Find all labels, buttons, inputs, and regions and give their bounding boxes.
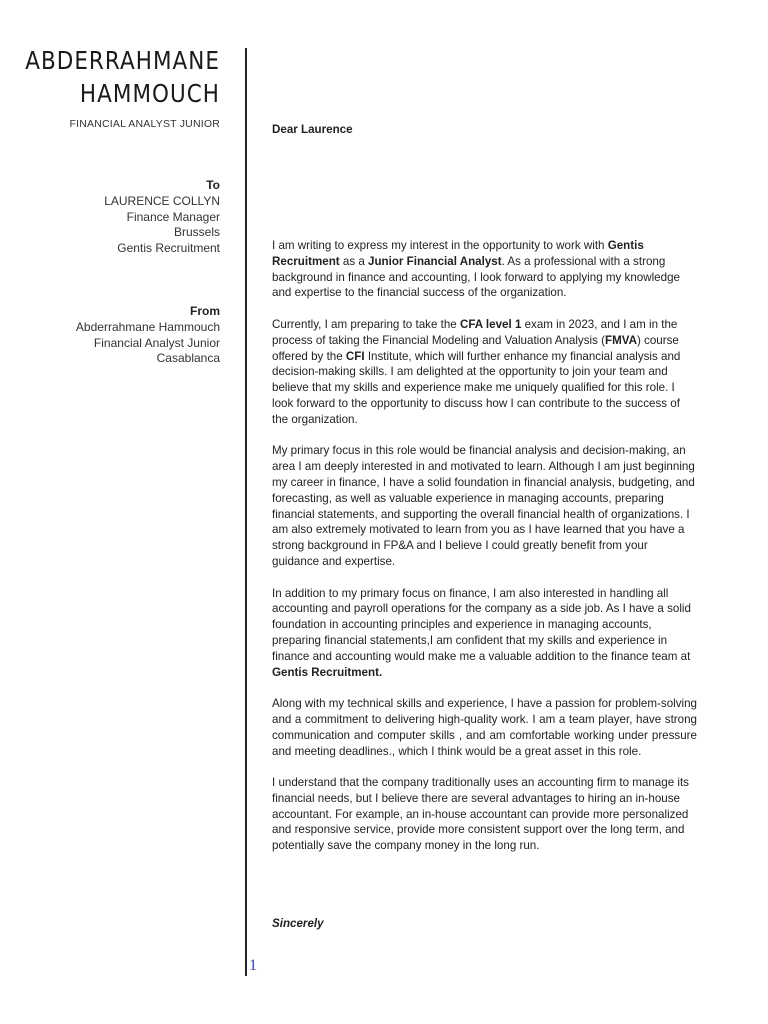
text-run: I understand that the company traditionally uses an accounting firm to manage its financial needs, but I believe there are several advantages to hiring an in-house accountant. For example, an in-house accountant can provide more personalized and responsive service, provide more consistent support over the long term, and potentially save the company money in the long run. bbox=[272, 776, 689, 853]
text-run: as a bbox=[339, 254, 369, 268]
letter-paragraphs bbox=[272, 238, 697, 870]
bold-text-run: FMVA bbox=[604, 333, 637, 347]
text-run: ) course offered by the bbox=[272, 333, 679, 363]
text-run: Currently, I am preparing to take the bbox=[272, 317, 460, 331]
salutation: Dear Laurence bbox=[272, 123, 353, 136]
closing: Sincerely bbox=[272, 917, 324, 930]
applicant-name-line2: HAMMOUCH bbox=[79, 79, 221, 108]
sender-block bbox=[76, 304, 220, 367]
recipient-position: Finance Manager bbox=[126, 209, 220, 224]
sender-heading: From bbox=[190, 304, 220, 318]
paragraph-certifications bbox=[272, 317, 697, 428]
recipient-company: Gentis Recruitment bbox=[117, 241, 220, 256]
bold-text-run: Gentis Recruitment. bbox=[272, 665, 383, 679]
applicant-name bbox=[22, 44, 220, 110]
letter-body bbox=[272, 122, 697, 930]
vertical-divider bbox=[245, 48, 247, 976]
bold-text-run: CFI bbox=[345, 349, 365, 363]
bold-text-run: Gentis Recruitment bbox=[272, 239, 644, 268]
bold-text-run: Junior Financial Analyst bbox=[368, 254, 502, 268]
recipient-city: Brussels bbox=[173, 225, 220, 240]
applicant-name-line1: ABDERRAHMANE bbox=[25, 46, 221, 75]
text-run: Along with my technical skills and experience, I have a passion for problem-solving and a commitment to delivering high-quality work. I am a team player, have strong communication and computer skills , and am comfortable working under pressure and meeting deadlines., which I think would be a great asset in this role. bbox=[272, 697, 697, 758]
paragraph-focus bbox=[272, 443, 697, 569]
recipient-heading: To bbox=[206, 178, 220, 192]
text-run: In addition to my primary focus on finance, I am also interested in handling all accounting and payroll operations for the company as a side job. As I have a solid foundation in accounting principles and experience in managing accounts, preparing financial statements,I am confident that my skills and experience in finance and accounting would make me a valuable addition to the finance team at bbox=[272, 586, 691, 663]
paragraph-accounting bbox=[272, 586, 697, 681]
sender-name: Abderrahmane Hammouch bbox=[75, 319, 220, 334]
bold-text-run: CFA level 1 bbox=[459, 317, 522, 331]
sender-city: Casablanca bbox=[156, 351, 220, 366]
page-number: 1 bbox=[249, 957, 257, 974]
applicant-job-title: FINANCIAL ANALYST JUNIOR bbox=[69, 118, 220, 130]
text-run: Institute, which will further enhance my financial analysis and decision-making skills. I am delighted at the opportunity to join your team and believe that my skills and experience make me uniquely qualified for this role. I look forward to the opportunity to discuss how I can contribute to the success of the organization. bbox=[272, 349, 681, 426]
recipient-block bbox=[104, 178, 220, 257]
text-run: My primary focus in this role would be financial analysis and decision-making, an area I am deeply interested in and motivated to learn. Although I am just beginning my career in finance, I have a solid foundation in financial analysis, budgeting, and forecasting, as well as valuable experience in managing accounts, preparing financial statements, and supporting the overall financial health of organizations. I am also extremely motivated to learn from you as I have learned that you have a strong background in FP&A and I believe I could greatly benefit from your guidance and expertise. bbox=[272, 444, 695, 568]
text-run: exam in 2023, and I am in the process of taking the Financial Modeling and Valuation Analysis ( bbox=[272, 317, 678, 347]
paragraph-in-house bbox=[272, 775, 697, 854]
paragraph-skills bbox=[272, 696, 697, 759]
sender-position: Financial Analyst Junior bbox=[93, 335, 220, 350]
text-run: . As a professional with a strong background in finance and accounting, I look forward to applying my knowledge and expertise to the financial success of the organization. bbox=[272, 254, 680, 300]
text-run: I am writing to express my interest in the opportunity to work with bbox=[272, 239, 608, 252]
paragraph-intro bbox=[272, 238, 697, 301]
recipient-name: LAURENCE COLLYN bbox=[104, 193, 220, 208]
